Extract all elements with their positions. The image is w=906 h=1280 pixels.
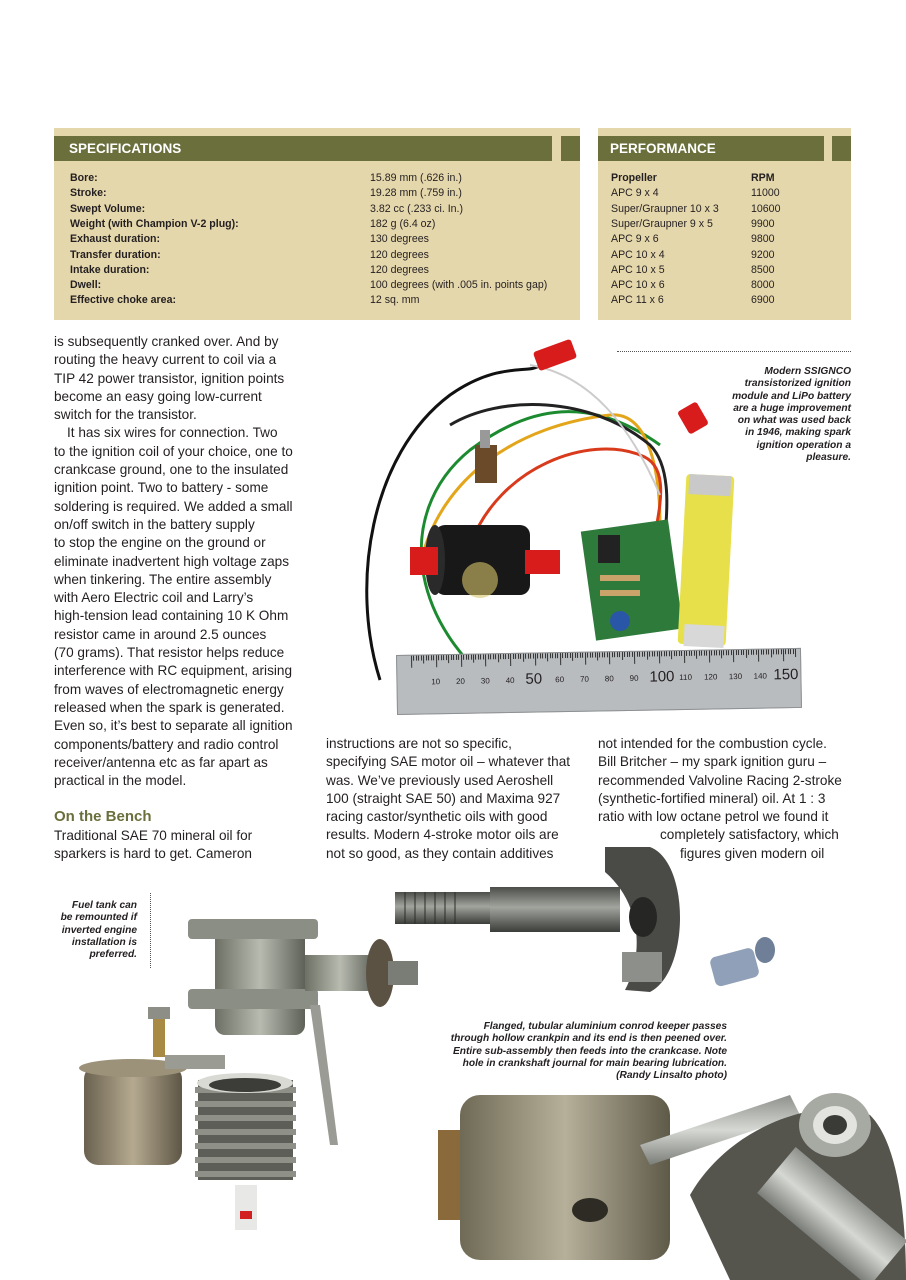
ruler-tick — [699, 651, 700, 656]
ruler-tick — [649, 652, 650, 657]
ruler-tick — [557, 653, 558, 658]
ruler-tick — [446, 655, 447, 660]
text-line: not intended for the combustion cycle. — [598, 736, 827, 751]
spec-value: 3.82 cc (.233 ci. In.) — [370, 202, 464, 215]
ruler-tick — [622, 652, 623, 660]
spec-value: 15.89 mm (.626 in.) — [370, 172, 462, 184]
ruler-tick — [785, 649, 786, 654]
ruler-tick — [783, 649, 784, 661]
text-line: released when the spark is generated. — [54, 699, 285, 715]
ruler-tick — [604, 652, 605, 657]
ruler-tick — [780, 649, 781, 654]
caption-line: Fuel tank can — [71, 900, 137, 911]
ruler-tick — [480, 655, 481, 660]
text-line: instructions are not so specific, — [326, 736, 512, 751]
ruler-small-label: 90 — [629, 673, 639, 683]
ruler-tick — [443, 655, 444, 660]
ruler-tick — [510, 654, 511, 666]
conrod-photo — [430, 1035, 906, 1280]
performance-propeller: APC 9 x 6 — [611, 233, 659, 246]
ruler-tick — [441, 655, 442, 660]
ruler-tick — [560, 653, 561, 665]
text-line: completely satisfactory, which — [660, 827, 839, 843]
ruler-tick — [778, 649, 779, 654]
ruler-tick — [530, 654, 531, 659]
ruler-tick — [768, 649, 769, 654]
specifications-heading: SPECIFICATIONS — [54, 136, 552, 161]
ruler-tick — [533, 654, 534, 659]
ruler-tick — [756, 650, 757, 655]
caption-line: Modern SSIGNCO — [764, 366, 851, 377]
ruler-tick — [575, 653, 576, 658]
ruler-tick — [696, 651, 697, 659]
performance-propeller: APC 10 x 4 — [611, 248, 665, 261]
text-line: sparkers is hard to get. Cameron — [54, 846, 252, 862]
ruler-tick — [644, 652, 645, 657]
ruler-tick — [515, 654, 516, 659]
ruler-tick — [748, 650, 749, 655]
ruler-tick — [550, 653, 551, 658]
text-line: eliminate inadvertent high voltage zaps — [54, 553, 290, 569]
ruler-tick — [726, 650, 727, 655]
performance-rpm: 8500 — [751, 263, 775, 276]
text-line: results. Modern 4-stroke motor oils are — [326, 827, 559, 843]
spec-value: 120 degrees — [370, 263, 429, 276]
performance-col-rpm: RPM — [751, 172, 775, 184]
ignition-caption — [700, 366, 851, 464]
ruler-tick — [694, 651, 695, 656]
text-line: switch for the transistor. — [54, 407, 197, 423]
ruler-tick — [597, 652, 598, 660]
column-3-paragraph — [598, 735, 860, 826]
crankshaft-illustration — [390, 842, 790, 1002]
text-line: to the ignition coil of your choice, one to — [54, 443, 293, 459]
ruler-tick — [704, 651, 705, 656]
ruler-tick — [520, 654, 521, 659]
caption-line: module and LiPo battery — [732, 390, 851, 402]
ruler-tick — [540, 653, 541, 658]
ruler-tick — [612, 652, 613, 657]
performance-col-propeller: Propeller — [611, 172, 657, 184]
text-line: is subsequently cranked over. And by — [54, 334, 279, 349]
ruler-tick — [577, 653, 578, 658]
ruler-tick — [746, 650, 747, 658]
ruler-tick — [766, 650, 767, 655]
ruler-tick — [431, 655, 432, 660]
ruler-tick — [790, 649, 791, 654]
ruler-tick — [483, 654, 484, 659]
ruler-tick — [500, 654, 501, 659]
text-line: to stop the engine on the ground or — [54, 535, 266, 551]
ruler-small-label: 70 — [579, 674, 590, 684]
ruler-tick — [451, 655, 452, 660]
ruler-tick — [542, 653, 543, 658]
ruler-tick — [436, 655, 437, 667]
ruler-tick — [771, 649, 772, 657]
text-line: receiver/antenna etc as far apart as — [54, 754, 268, 770]
text-line: high-tension lead containing 10 K Ohm — [54, 608, 289, 624]
ruler-tick — [656, 651, 657, 656]
spec-label: Swept Volume: — [70, 202, 146, 215]
steel-ruler — [396, 648, 802, 715]
ruler-tick — [674, 651, 675, 656]
ruler-tick — [555, 653, 556, 658]
ruler-tick — [537, 654, 538, 659]
performance-propeller: Super/Graupner 9 x 5 — [611, 217, 713, 230]
caption-line: installation is — [71, 936, 137, 948]
ruler-tick — [503, 654, 504, 659]
ruler-tick — [647, 652, 648, 660]
text-line: It has six wires for connection. Two — [67, 425, 278, 441]
ruler-tick — [466, 655, 467, 660]
ruler-tick — [468, 655, 469, 660]
ruler-tick — [456, 655, 457, 660]
ruler-tick — [421, 656, 422, 661]
column-1-text — [54, 333, 316, 863]
ruler-small-label: 110 — [679, 672, 693, 683]
ruler-tick — [523, 654, 524, 662]
ruler-small-label: 20 — [455, 676, 466, 686]
ruler-tick — [478, 655, 479, 660]
ruler-tick — [562, 653, 563, 658]
ruler-small-label: 30 — [480, 676, 490, 686]
text-line: (synthetic-fortified mineral) oil. At 1 : 3 — [598, 790, 826, 806]
ruler-tick — [731, 650, 732, 655]
performance-propeller: APC 11 x 6 — [611, 294, 664, 307]
spec-value: 100 degrees (with .005 in. points gap) — [370, 279, 548, 292]
ruler-tick — [413, 656, 414, 661]
conrod-piston-illustration — [430, 1035, 906, 1280]
ruler-tick — [736, 650, 737, 655]
caption-line: be remounted if — [60, 912, 137, 924]
ruler-tick — [669, 651, 670, 656]
ruler-tick — [609, 652, 610, 664]
ruler-tick — [595, 653, 596, 658]
text-line: practical in the model. — [54, 773, 187, 789]
performance-rpm: 9800 — [751, 233, 775, 246]
ruler-tick — [661, 651, 662, 656]
spec-value: 130 degrees — [370, 233, 429, 246]
ruler-tick — [793, 649, 794, 654]
ruler-big-label: 100 — [649, 668, 675, 686]
ruler-tick — [567, 653, 568, 658]
text-line: ratio with low octane petrol we found it — [598, 809, 829, 825]
text-line: soldering is required. We added a small — [54, 498, 293, 514]
ruler-tick — [485, 654, 486, 666]
ruler-tick — [411, 656, 412, 668]
ruler-tick — [438, 655, 439, 660]
spec-label: Weight (with Champion V-2 plug): — [70, 217, 239, 230]
text-line: Even so, it’s best to separate all ignition — [54, 718, 293, 734]
ruler-tick — [473, 655, 474, 663]
performance-propeller: APC 10 x 6 — [611, 279, 665, 292]
ruler-labels — [397, 661, 801, 708]
performance-rpm: 6900 — [751, 294, 775, 307]
text-line: Bill Britcher – my spark ignition guru – — [598, 754, 827, 770]
caption-line: inverted engine — [61, 924, 137, 936]
ruler-tick — [458, 655, 459, 660]
ruler-tick — [681, 651, 682, 656]
spec-label: Exhaust duration: — [70, 233, 161, 246]
ruler-tick — [728, 650, 729, 655]
ruler-tick — [582, 653, 583, 658]
spec-value: 182 g (6.4 oz) — [370, 217, 436, 230]
spec-value: 19.28 mm (.759 in.) — [370, 187, 462, 200]
ruler-tick — [461, 655, 462, 667]
ruler-small-label: 140 — [753, 671, 768, 681]
ruler-tick — [525, 654, 526, 659]
ruler-small-label: 60 — [555, 675, 565, 685]
caption-line: in 1946, making spark — [745, 427, 851, 439]
ruler-tick — [741, 650, 742, 655]
caption-line: (Randy Linsalto photo) — [616, 1070, 727, 1082]
text-line: from waves of electromagnetic energy — [54, 681, 284, 697]
caption-line: preferred. — [89, 949, 137, 961]
specifications-box — [54, 128, 580, 320]
ruler-tick — [738, 650, 739, 655]
ruler-tick — [664, 651, 665, 656]
text-line: specifying SAE motor oil – whatever that — [326, 754, 571, 770]
performance-rpm: 9900 — [751, 217, 775, 230]
ruler-small-label: 40 — [505, 675, 515, 686]
ruler-tick — [689, 651, 690, 656]
ruler-tick — [629, 652, 630, 657]
performance-box — [598, 128, 851, 320]
ruler-small-label: 80 — [604, 674, 614, 684]
text-line: when tinkering. The entire assembly — [54, 571, 272, 587]
ruler-tick — [714, 650, 715, 655]
text-line: with Aero Electric coil and Larry’s — [54, 590, 254, 606]
ruler-tick — [570, 653, 571, 658]
ruler-big-label: 50 — [525, 670, 543, 688]
ruler-tick — [498, 654, 499, 662]
ruler-tick — [654, 651, 655, 656]
ruler-tick — [642, 652, 643, 657]
text-line: not so good, as they contain additives — [326, 845, 554, 861]
performance-heading: PERFORMANCE — [598, 136, 824, 161]
caption-line: transistorized ignition — [744, 378, 851, 390]
spec-label: Transfer duration: — [70, 248, 161, 261]
ruler-small-label: 120 — [703, 672, 718, 682]
ruler-tick — [758, 650, 759, 662]
caption-line: on what was used back — [737, 415, 851, 427]
performance-rpm: 9200 — [751, 248, 775, 261]
text-line: figures given modern oil — [680, 845, 825, 861]
spec-label: Stroke: — [70, 187, 107, 200]
ruler-small-label: 10 — [431, 677, 441, 687]
spec-label: Dwell: — [70, 279, 102, 292]
ruler-tick — [773, 649, 774, 654]
text-line: become an easy going low-current — [54, 388, 262, 404]
text-line: recommended Valvoline Racing 2-stroke — [598, 772, 842, 788]
caption-line: hole in crankshaft journal for main bearing lubrication. — [462, 1057, 727, 1069]
text-line: routing the heavy current to coil via a — [54, 352, 277, 368]
ruler-tick — [716, 650, 717, 655]
caption-line: Flanged, tubular aluminium conrod keeper passes — [483, 1021, 727, 1032]
caption-line: pleasure. — [806, 452, 851, 464]
crankshaft-photo — [390, 842, 790, 1002]
performance-rpm: 11000 — [751, 187, 780, 200]
performance-propeller: Super/Graupner 10 x 3 — [611, 202, 719, 215]
ruler-tick — [795, 649, 796, 657]
performance-heading-tab — [832, 136, 851, 161]
ruler-tick — [587, 653, 588, 658]
spec-label: Bore: — [70, 172, 98, 184]
performance-rpm: 8000 — [751, 279, 775, 292]
text-line: was. We’ve previously used Aeroshell — [326, 772, 554, 788]
ruler-tick — [624, 652, 625, 657]
ruler-tick — [691, 651, 692, 656]
ruler-tick — [545, 653, 546, 658]
ruler-tick — [684, 651, 685, 663]
ruler-tick — [676, 651, 677, 656]
text-line: (70 grams). That resistor helps reduce — [54, 645, 285, 661]
ruler-tick — [505, 654, 506, 659]
ruler-tick — [453, 655, 454, 660]
ruler-tick — [513, 654, 514, 659]
text-line: resistor came in around 2.5 ounces — [54, 626, 267, 642]
fuel-tank-caption-leader — [150, 893, 151, 968]
ruler-tick — [701, 651, 702, 656]
ruler-tick — [552, 653, 553, 658]
ruler-tick — [448, 655, 449, 663]
text-line: components/battery and radio control — [54, 736, 279, 752]
ruler-tick — [627, 652, 628, 657]
ruler-tick — [743, 650, 744, 655]
ruler-tick — [763, 650, 764, 655]
performance-rpm: 10600 — [751, 202, 781, 215]
text-line: 100 (straight SAE 50) and Maxima 927 — [326, 790, 561, 806]
ruler-tick — [590, 653, 591, 658]
ruler-tick — [572, 653, 573, 661]
ruler-tick — [632, 652, 633, 657]
text-line: Traditional SAE 70 mineral oil for — [54, 827, 253, 843]
fuel-tank-caption — [40, 900, 137, 961]
ruler-tick — [723, 650, 724, 655]
ruler-tick — [518, 654, 519, 659]
column-1-paragraph-1 — [54, 333, 316, 424]
ruler-small-label: 130 — [728, 671, 743, 682]
spec-value: 120 degrees — [370, 248, 429, 261]
ruler-tick — [733, 650, 734, 662]
ruler-tick — [652, 652, 653, 657]
ruler-tick — [718, 650, 719, 655]
ruler-big-label: 150 — [773, 665, 799, 684]
ruler-tick — [788, 649, 789, 654]
ruler-tick — [535, 654, 536, 666]
text-line: crankcase ground, one to the insulated — [54, 462, 289, 478]
caption-line: are a huge improvement — [733, 402, 851, 414]
spec-value: 12 sq. mm — [370, 294, 420, 307]
ruler-tick — [423, 656, 424, 664]
ruler-tick — [706, 651, 707, 656]
ruler-tick — [488, 654, 489, 659]
ruler-tick — [776, 649, 777, 654]
ruler-tick — [418, 656, 419, 661]
ruler-tick — [607, 652, 608, 657]
ruler-tick — [490, 654, 491, 659]
ruler-tick — [416, 656, 417, 661]
ruler-tick — [711, 650, 712, 655]
text-line: interference with RC equipment, arising — [54, 663, 293, 679]
ruler-tick — [426, 655, 427, 660]
ruler-tick — [475, 655, 476, 660]
ruler-tick — [671, 651, 672, 659]
ruler-tick — [686, 651, 687, 656]
ruler-tick — [637, 652, 638, 657]
spec-label: Intake duration: — [70, 263, 150, 276]
ruler-tick — [433, 655, 434, 660]
ruler-tick — [753, 650, 754, 655]
ruler-tick — [619, 652, 620, 657]
ruler-tick — [602, 652, 603, 657]
text-line: ignition point. Two to battery - some — [54, 480, 269, 496]
caption-line: through hollow crankpin and its end is then peened over. — [450, 1033, 727, 1045]
ruler-tick — [580, 653, 581, 658]
ruler-tick — [614, 652, 615, 657]
column-1-paragraph-3 — [54, 827, 316, 864]
ruler-tick — [585, 653, 586, 665]
ruler-tick — [495, 654, 496, 659]
ruler-tick — [659, 651, 660, 663]
text-line: on/off switch in the battery supply — [54, 516, 255, 532]
ruler-tick — [639, 652, 640, 657]
ruler-tick — [666, 651, 667, 656]
text-line: racing castor/synthetic oils with good — [326, 809, 548, 825]
on-the-bench-subhead: On the Bench — [54, 808, 152, 826]
ruler-tick — [508, 654, 509, 659]
ruler-tick — [592, 653, 593, 658]
ruler-tick — [634, 652, 635, 664]
ruler-tick — [565, 653, 566, 658]
ruler-tick — [428, 655, 429, 660]
ruler-tick — [709, 651, 710, 663]
ruler-tick — [599, 652, 600, 657]
ruler-tick — [463, 655, 464, 660]
column-1-paragraph-2 — [54, 424, 316, 790]
ruler-tick — [471, 655, 472, 660]
ruler-tick — [617, 652, 618, 657]
caption-line: ignition operation a — [756, 439, 851, 451]
ruler-tick — [493, 654, 494, 659]
performance-propeller: APC 9 x 4 — [611, 187, 659, 200]
ruler-tick — [528, 654, 529, 659]
ruler-tick — [547, 653, 548, 661]
ignition-caption-leader — [617, 351, 851, 352]
caption-line: Entire sub-assembly then feeds into the crankcase. Note — [452, 1045, 727, 1057]
performance-propeller: APC 10 x 5 — [611, 263, 665, 276]
ruler-tick — [721, 650, 722, 658]
specifications-heading-tab — [561, 136, 580, 161]
spec-label: Effective choke area: — [70, 294, 176, 307]
text-line: TIP 42 power transistor, ignition points — [54, 370, 285, 386]
ruler-tick — [751, 650, 752, 655]
ruler-tick — [679, 651, 680, 656]
ruler-tick — [761, 650, 762, 655]
